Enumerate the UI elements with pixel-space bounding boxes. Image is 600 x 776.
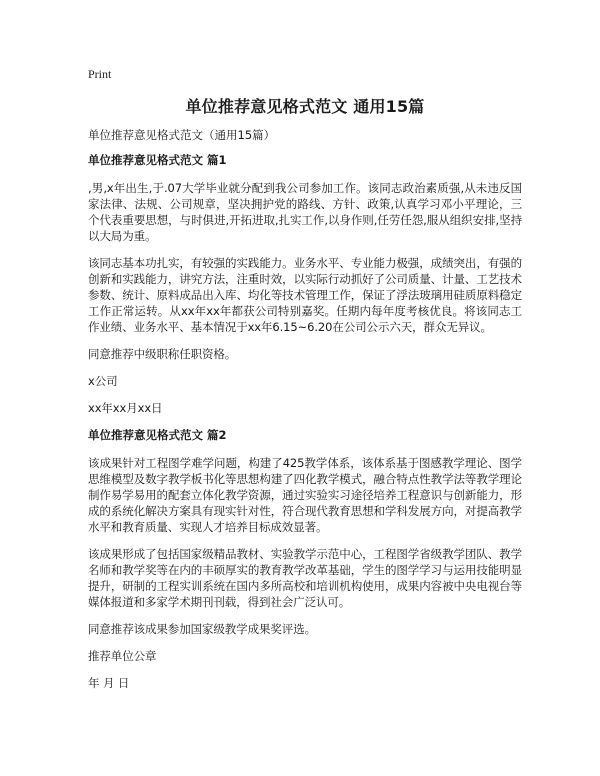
section-1-heading: 单位推荐意见格式范文 篇1 [88, 153, 227, 167]
section-2-signature: 推荐单位公章 [88, 649, 157, 663]
section-1-paragraph: 该同志基本功扎实，有较强的实践能力。业务水平、专业能力极强，成绩突出，有强的创新和实践能力，讲究方法，注重时效，以实际行动抓好了公司质量、计量、工艺技术参数、统计、原料成品出入库、均化等技术管理工作，保证了浮法玻璃用硅质原料稳定工作正常运转。从xx年xx年都获公司特别嘉奖。任期内每年度考核优良。将该同志工作业绩、业务水平、基本情况于xx年6.15~6.20在公司公示六天，群众无异议。 [88, 256, 522, 334]
section-2-paragraph: 该成果针对工程图学难学问题，构建了425教学体系，该体系基于图感教学理论、图学思维模型及数字教学板书化等思想构建了四化教学模式，融合特点性教学法等教学理论制作易学易用的配套立体化教学资源，通过实验实习途径培养工程意识与创新能力，形成的系统化解决方案具有现实针对性，符合现代教育思想和学科发展方向，对提高教学水平和教育质量、实现人才培养目标成效显著。 [88, 456, 522, 534]
document-title: 单位推荐意见格式范文 通用15篇 [185, 97, 425, 116]
section-2-heading: 单位推荐意见格式范文 篇2 [88, 428, 227, 442]
document-page [88, 66, 522, 702]
section-1-paragraph: ,男,x年出生,于.07大学毕业就分配到我公司参加工作。该同志政治素质强,从未违反国家法律、法规、公司规章，坚决拥护党的路线、方针、政策,认真学习邓小平理论，三个代表重要思想，与时俱进,开拓进取,扎实工作,以身作则,任劳任怨,服从组织安排,坚持以大局为重。 [88, 181, 522, 243]
section-2-paragraph: 该成果形成了包括国家级精品教材、实验教学示范中心，工程图学省级教学团队、教学名师和教学奖等在内的丰硕厚实的教育教学改革基础，学生的图学学习与运用技能明显提升，研制的工程实训系统在国内多所高校和培训机构使用，成果内容被中央电视台等媒体报道和多家学术期刊刊载，得到社会广泛认可。 [88, 547, 522, 609]
document-subtitle: 单位推荐意见格式范文（通用15篇） [88, 128, 276, 142]
section-2-date: 年 月 日 [88, 676, 130, 690]
section-2-paragraph: 同意推荐该成果参加国家级教学成果奖评选。 [88, 622, 316, 636]
section-1-paragraph: 同意推荐中级职称任职资格。 [88, 347, 237, 361]
section-1-date: xx年xx月xx日 [88, 401, 163, 415]
section-1-signature: x公司 [88, 374, 118, 388]
print-link[interactable]: Print [88, 67, 112, 81]
